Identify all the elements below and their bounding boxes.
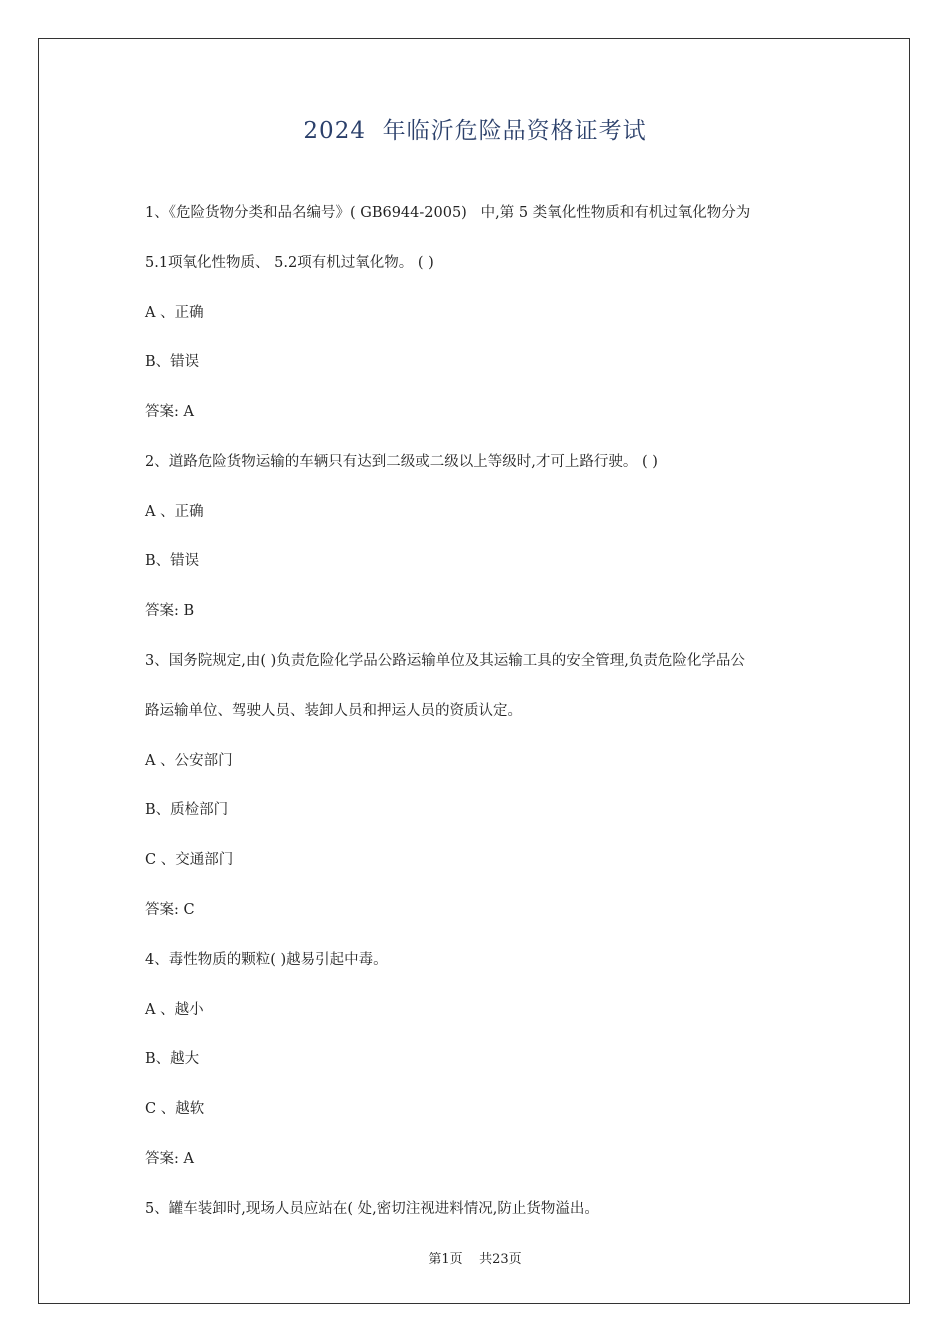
- question-3-option-c: C 、交通部门: [145, 852, 234, 868]
- question-4-option-c: C 、越软: [145, 1101, 205, 1117]
- question-3-answer: 答案: C: [145, 902, 195, 918]
- question-3-text-line-2: 路运输单位、驾驶人员、装卸人员和押运人员的资质认定。: [145, 703, 522, 719]
- page-number-footer: 第1页 共23页: [428, 1252, 522, 1267]
- question-4-option-b: B、越大: [145, 1051, 200, 1067]
- question-1-text-line-2: 5.1项氧化性物质、 5.2项有机过氧化物。 ( ): [145, 255, 434, 271]
- question-4-answer: 答案: A: [145, 1151, 194, 1167]
- question-3-option-b: B、质检部门: [145, 802, 229, 818]
- question-1-text-line-1: 1、《危险货物分类和品名编号》( GB6944-2005) 中,第 5 类氧化性物质和有机过氧化物分为: [145, 205, 751, 221]
- question-3-option-a: A 、公安部门: [145, 753, 233, 769]
- question-2-text: 2、道路危险货物运输的车辆只有达到二级或二级以上等级时,才可上路行驶。 ( ): [145, 454, 658, 470]
- question-3-text-line-1: 3、国务院规定,由( )负责危险化学品公路运输单位及其运输工具的安全管理,负责危险化学品公: [145, 653, 745, 669]
- document-title: 2024 年临沂危险品资格证考试: [303, 118, 647, 144]
- question-1-option-a: A 、正确: [145, 305, 204, 321]
- question-5-text: 5、罐车装卸时,现场人员应站在( 处,密切注视进料情况,防止货物溢出。: [145, 1201, 599, 1217]
- question-2-option-a: A 、正确: [145, 504, 204, 520]
- question-4-option-a: A 、越小: [145, 1002, 204, 1018]
- question-2-answer: 答案: B: [145, 603, 195, 619]
- question-1-answer: 答案: A: [145, 404, 194, 420]
- question-4-text: 4、毒性物质的颗粒( )越易引起中毒。: [145, 952, 388, 968]
- question-2-option-b: B、错误: [145, 553, 200, 569]
- question-1-option-b: B、错误: [145, 354, 200, 370]
